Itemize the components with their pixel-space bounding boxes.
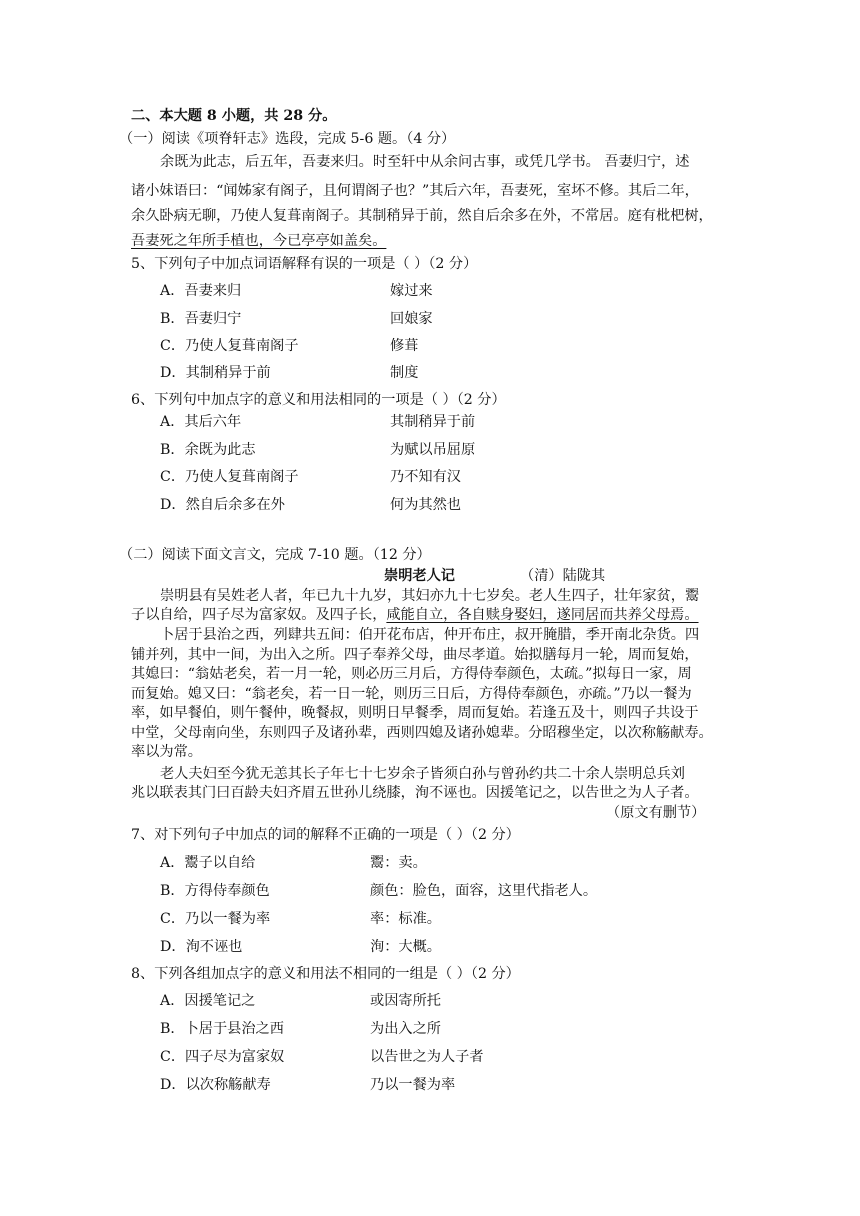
passage2-note: （原文有删节） bbox=[606, 805, 706, 821]
q5-option-c: C．乃使人复葺南阁子 bbox=[160, 338, 299, 354]
q8-option-c: C．四子尽为富家奴 bbox=[160, 1049, 285, 1065]
q5-option-a: A．吾妻来归 bbox=[160, 283, 242, 299]
q7-option-c: C．乃以一餐为率 bbox=[160, 911, 271, 927]
q7-option-d-answer: 洵：大概。 bbox=[370, 939, 441, 955]
q8-option-a-answer: 或因寄所托 bbox=[370, 993, 441, 1009]
q7-option-b-answer: 颜色：脸色，面容，这里代指老人。 bbox=[370, 883, 598, 899]
passage2-line-7: 率，如早餐伯，则午餐仲，晚餐叔，则明日早餐季，周而复始。若逢五及十，则四子共设于 bbox=[131, 705, 699, 721]
passage2-line-1: 崇明县有吴姓老人者，年已九十九岁，其妇亦九十七岁矣。老人生四子，壮年家贫，鬻 bbox=[160, 588, 700, 604]
q8-stem: 8、下列各组加点字的意义和用法不相同的一组是（ ）（2 分） bbox=[131, 966, 520, 982]
q8-option-d: D．以次称觞献寿 bbox=[160, 1077, 271, 1093]
q6-option-b: B．余既为此志 bbox=[160, 442, 256, 458]
q8-option-b: B．卜居于县治之西 bbox=[160, 1021, 284, 1037]
passage2-line-10: 老人夫妇至今犹无恙其长子年七十七岁余子皆须白孙与曾孙约共二十余人崇明总兵刘 bbox=[160, 766, 685, 782]
q6-stem: 6、下列句中加点字的意义和用法相同的一项是（ ）（2 分） bbox=[131, 392, 506, 408]
q8-option-d-answer: 乃以一餐为率 bbox=[370, 1077, 456, 1093]
q5-option-c-answer: 修葺 bbox=[390, 338, 419, 354]
q6-option-d: D．然自后余多在外 bbox=[160, 497, 285, 513]
q7-option-d: D．洵不诬也 bbox=[160, 939, 243, 955]
q5-option-a-answer: 嫁过来 bbox=[390, 283, 433, 299]
q8-option-a: A．因援笔记之 bbox=[160, 993, 256, 1009]
passage1-line-2: 诸小妹语曰：“闻姊家有阁子，且何谓阁子也？”其后六年，吾妻死，室坏不修。其后二年， bbox=[131, 183, 699, 199]
passage1-line-3: 余久卧病无聊，乃使人复葺南阁子。其制稍异于前，然自后余多在外，不常居。庭有枇杷树， bbox=[131, 208, 713, 224]
passage2-title: 崇明老人记 bbox=[384, 568, 455, 584]
q5-stem: 5、下列句子中加点词语解释有误的一项是（ ）（2 分） bbox=[131, 256, 478, 272]
passage2-line-4: 铺并列，其中一间，为出入之所。四子奉养父母，曲尽孝道。始拟膳每月一轮，周而复始， bbox=[131, 647, 699, 663]
q7-option-a-answer: 鬻：卖。 bbox=[370, 855, 427, 871]
q5-option-d-answer: 制度 bbox=[390, 365, 419, 381]
passage2-line-3: 卜居于县治之西，列肆共五间：伯开花布店，仲开布庄，叔开腌腊，季开南北杂货。四 bbox=[160, 627, 700, 643]
q6-option-b-answer: 为赋以吊屈原 bbox=[390, 442, 476, 458]
q6-option-a: A．其后六年 bbox=[160, 414, 242, 430]
q6-option-c-answer: 乃不知有汉 bbox=[390, 469, 461, 485]
part2-intro: （二）阅读下面文言文，完成 7-10 题。（12 分） bbox=[119, 547, 431, 563]
q7-option-a: A．鬻子以自给 bbox=[160, 855, 256, 871]
passage2-line-8: 中堂，父母南向坐，东则四子及诸孙辈，西则四媳及诸孙媳辈。分昭穆坐定，以次称觞献寿。 bbox=[131, 725, 713, 741]
q5-option-b: B．吾妻归宁 bbox=[160, 311, 242, 327]
passage2-line-2-text: 子以自给，四子尽为富家奴。及四子长， bbox=[131, 607, 387, 623]
passage2-line-2 bbox=[131, 605, 699, 625]
q6-option-d-answer: 何为其然也 bbox=[390, 497, 461, 513]
q7-option-b: B．方得侍奉颜色 bbox=[160, 883, 270, 899]
passage2-underlined-sentence: 咸能自立，各自赎身娶妇，遂同居而共养父母焉。 bbox=[386, 607, 699, 623]
part1-intro: （一）阅读《项脊轩志》选段，完成 5-6 题。（4 分） bbox=[119, 131, 456, 147]
passage1-line-1: 余既为此志，后五年，吾妻来归。时至轩中从余问古事，或凭几学书。 吾妻归宁，述 bbox=[160, 154, 690, 170]
passage2-line-5: 其媳曰：“翁姑老矣，若一月一轮，则必历三月后，方得侍奉颜色，太疏。”拟每日一家，周 bbox=[131, 666, 692, 682]
passage2-line-6: 而复始。媳又曰：“翁老矣，若一日一轮，则历三日后，方得侍奉颜色，亦疏。”乃以一餐为 bbox=[131, 686, 692, 702]
section-heading: 二、本大题 8 小题，共 28 分。 bbox=[131, 108, 337, 124]
q5-option-d: D．其制稍异于前 bbox=[160, 365, 271, 381]
passage2-line-9: 率以为常。 bbox=[131, 744, 202, 760]
passage2-line-11: 兆以联表其门曰百龄夫妇齐眉五世孙儿绕膝，洵不诬也。因援笔记之，以告世之为人子者。 bbox=[131, 785, 699, 801]
q8-option-c-answer: 以告世之为人子者 bbox=[370, 1049, 484, 1065]
q6-option-a-answer: 其制稍异于前 bbox=[390, 414, 476, 430]
passage2-author: （清）陆陇其 bbox=[520, 568, 606, 584]
passage1-line-4: 吾妻死之年所手植也，今已亭亭如盖矣。 bbox=[131, 233, 387, 249]
q8-option-b-answer: 为出入之所 bbox=[370, 1021, 441, 1037]
q7-stem: 7、对下列句子中加点的词的解释不正确的一项是（ ）（2 分） bbox=[131, 827, 520, 843]
q6-option-c: C．乃使人复葺南阁子 bbox=[160, 469, 299, 485]
q7-option-c-answer: 率：标准。 bbox=[370, 911, 441, 927]
q5-option-b-answer: 回娘家 bbox=[390, 311, 433, 327]
